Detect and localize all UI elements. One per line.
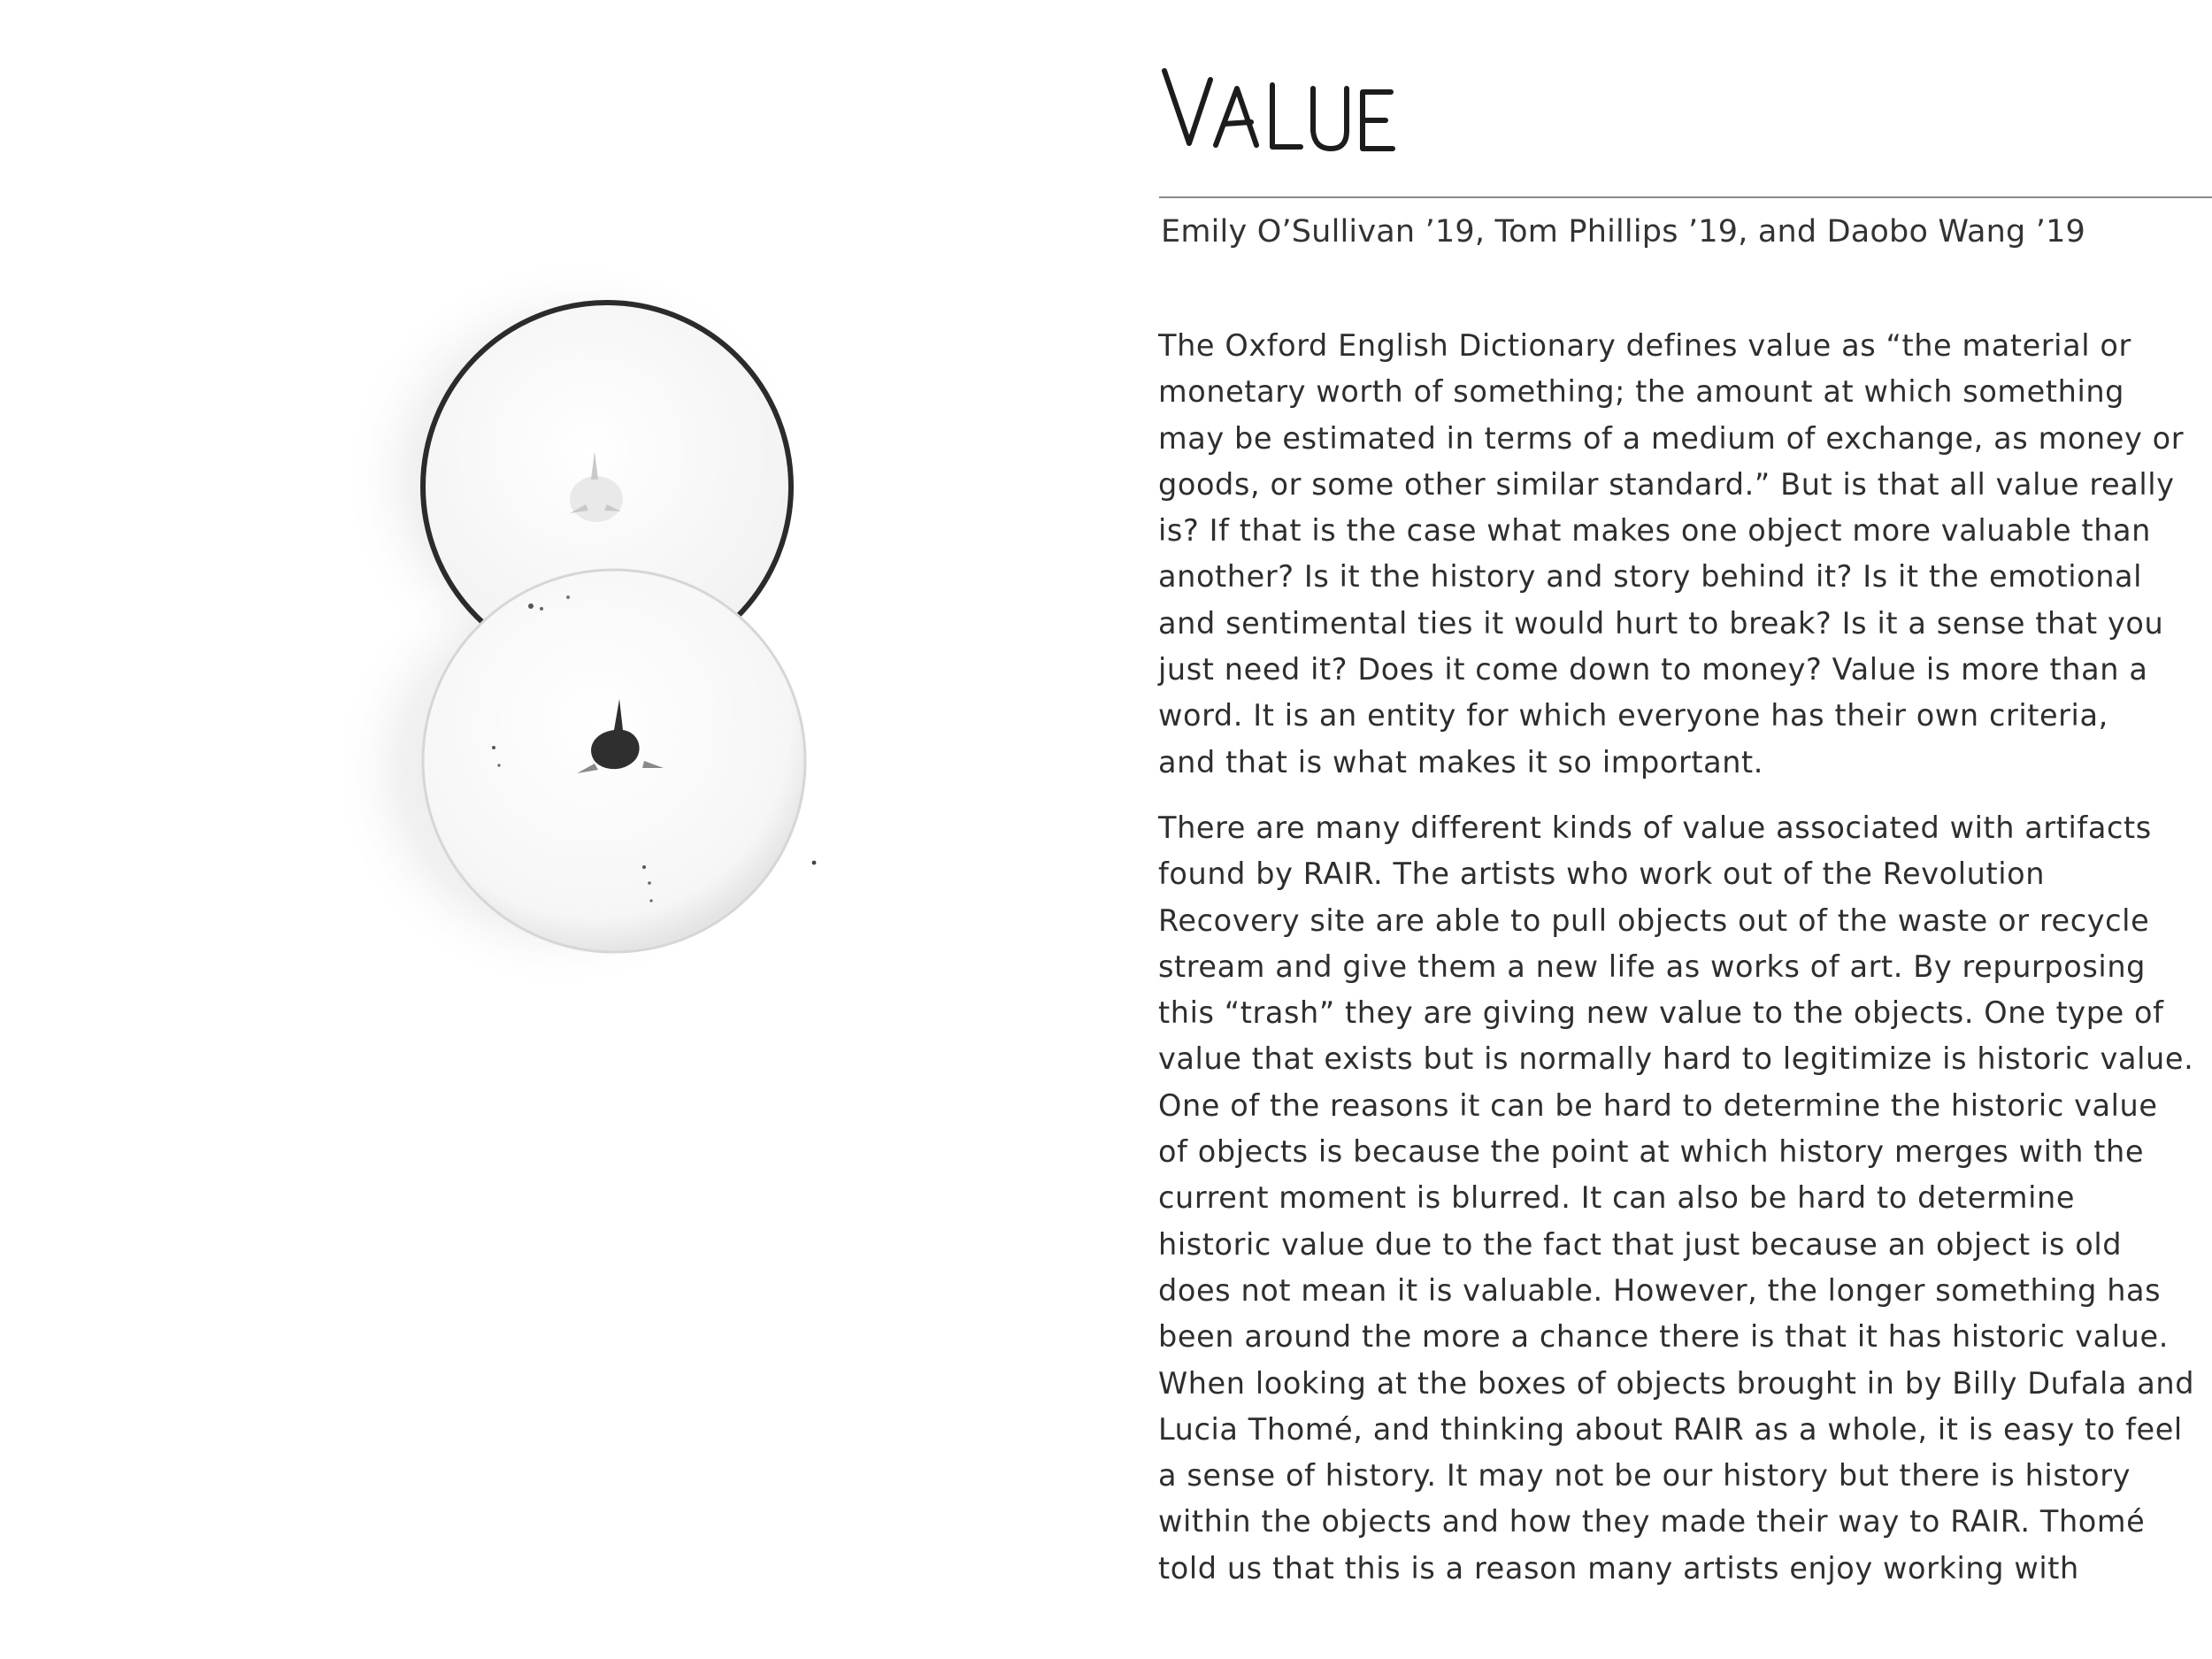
text-line: word. It is an entity for which everyone has their own criteria, xyxy=(1158,698,2108,733)
text-line: been around the more a chance there is that it has historic value. xyxy=(1158,1319,2169,1355)
page-title xyxy=(1159,62,1407,168)
text-line: stream and give them a new life as works of art. By repurposing xyxy=(1158,949,2147,984)
header-divider xyxy=(1159,196,2212,198)
text-line: is? If that is the case what makes one object more valuable than xyxy=(1158,513,2151,549)
text-line: historic value due to the fact that just because an object is old xyxy=(1158,1226,2123,1262)
text-line: does not mean it is valuable. However, the longer something has xyxy=(1158,1272,2162,1308)
text-line: There are many different kinds of value associated with artifacts xyxy=(1158,810,2152,845)
text-line: just need it? Does it come down to money? Value is more than a xyxy=(1158,652,2148,687)
text-line: value that exists but is normally hard to legitimize is historic value. xyxy=(1158,1041,2194,1077)
text-line: goods, or some other similar standard.” But is that all value really xyxy=(1158,466,2175,502)
authors-line: Emily O’Sullivan ’19, Tom Phillips ’19, and Daobo Wang ’19 xyxy=(1161,214,2086,250)
front-disc xyxy=(423,570,816,952)
text-line: may be estimated in terms of a medium of exchange, as money or xyxy=(1158,420,2185,456)
text-line: found by RAIR. The artists who work out of the Revolution xyxy=(1158,856,2046,892)
text-line: Recovery site are able to pull objects out of the waste or recycle xyxy=(1158,902,2150,938)
text-line: this “trash” they are giving new value to the objects. One type of xyxy=(1158,995,2164,1031)
text-line: of objects is because the point at which history merges with the xyxy=(1158,1134,2145,1170)
text-line: current moment is blurred. It can also be hard to determine xyxy=(1158,1180,2076,1216)
article-body xyxy=(1158,323,2195,1611)
paragraph-1 xyxy=(1158,323,2185,786)
photo-two-discs xyxy=(336,248,885,1009)
text-line: and that is what makes it so important. xyxy=(1158,744,1764,780)
text-line: a sense of history. It may not be our history but there is history xyxy=(1158,1458,2131,1494)
text-line: When looking at the boxes of objects brought in by Billy Dufala and xyxy=(1158,1365,2195,1401)
text-line: told us that this is a reason many artists enjoy working with xyxy=(1158,1550,2079,1586)
text-line: Lucia Thomé, and thinking about RAIR as a whole, it is easy to feel xyxy=(1158,1411,2183,1447)
text-line: The Oxford English Dictionary defines value as “the material or xyxy=(1158,328,2131,363)
text-line: One of the reasons it can be hard to determine the historic value xyxy=(1158,1087,2158,1123)
text-line: monetary worth of something; the amount at which something xyxy=(1158,374,2125,410)
text-line: within the objects and how they made their way to RAIR. Thomé xyxy=(1158,1504,2146,1540)
text-line: another? Is it the history and story behind it? Is it the emotional xyxy=(1158,559,2143,595)
text-line: and sentimental ties it would hurt to break? Is it a sense that you xyxy=(1158,605,2164,641)
paragraph-2 xyxy=(1158,805,2195,1592)
